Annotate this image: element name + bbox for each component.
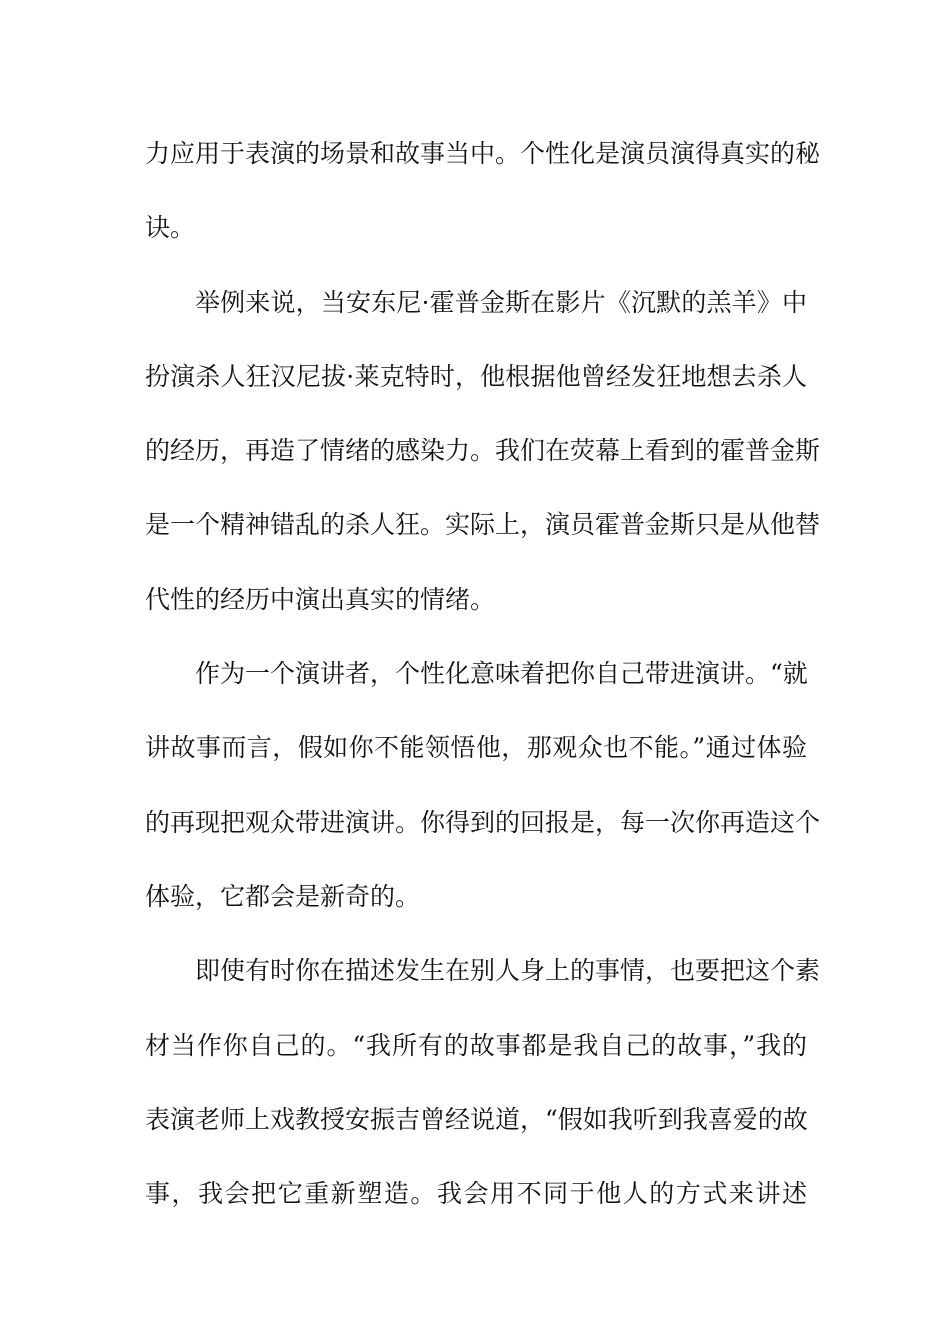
text-line: 扮演杀人狂汉尼拔·莱克特时，他根据他曾经发狂地想去杀人 (145, 361, 807, 391)
text-line: 讲故事而言，假如你不能领悟他，那观众也不能。”通过体验 (145, 733, 807, 763)
text-line: 代性的经历中演出真实的情绪。 (145, 584, 496, 614)
document-body (145, 131, 821, 1245)
text-line: 是一个精神错乱的杀人狂。实际上，演员霍普金斯只是从他替 (145, 510, 821, 540)
text-line: 表演老师上戏教授安振吉曾经说道，“假如我听到我喜爱的故 (145, 1104, 808, 1134)
text-line: 举例来说，当安东尼·霍普金斯在影片《沉默的羔羊》中 (195, 287, 807, 317)
text-line: 事，我会把它重新塑造。我会用不同于他人的方式来讲述 (145, 1179, 807, 1209)
text-line: 即使有时你在描述发生在别人身上的事情，也要把这个素 (195, 956, 821, 986)
text-line: 材当作你自己的。“我所有的故事都是我自己的故事，”我的 (145, 1030, 807, 1060)
text-line: 的再现把观众带进演讲。你得到的回报是，每一次你再造这个 (145, 807, 821, 837)
text-line: 体验，它都会是新奇的。 (145, 881, 421, 911)
text-line: 力应用于表演的场景和故事当中。个性化是演员演得真实的秘 (145, 139, 821, 168)
text-line: 作为一个演讲者，个性化意味着把你自己带进演讲。“就 (195, 659, 808, 689)
text-line: 的经历，再造了情绪的感染力。我们在荧幕上看到的霍普金斯 (145, 436, 821, 466)
text-line: 诀。 (145, 213, 196, 243)
